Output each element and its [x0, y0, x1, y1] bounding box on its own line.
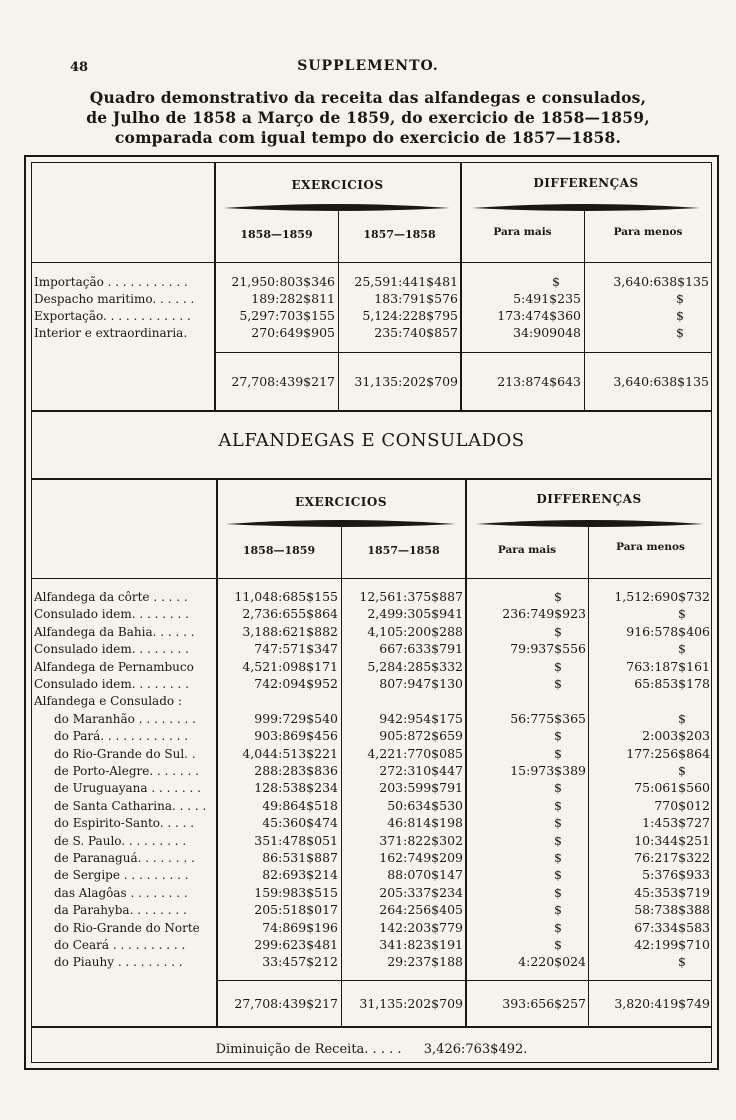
- cell-1858: 45:360$474: [262, 815, 338, 830]
- cell-1858: 903:869$456: [254, 728, 338, 743]
- cell-1858: 82:693$214: [262, 867, 338, 882]
- row-label: Importação . . . . . . . . . . .: [34, 275, 188, 289]
- col-1857-header: 1857—1858: [367, 544, 440, 557]
- title-line-1: Quadro demonstrativo da receita das alfandegas e consulados,: [89, 88, 647, 107]
- cell-mais: 173:474$360: [497, 308, 581, 323]
- row-label: Alfandega da côrte . . . . .: [34, 590, 188, 604]
- cell-1857: 4,105:200$288: [367, 624, 463, 639]
- swash-ornament: [224, 518, 458, 530]
- cell-mais: $: [554, 920, 562, 935]
- cell-mais: $: [554, 780, 562, 795]
- swash-ornament: [470, 202, 702, 214]
- cell-1858: 742:094$952: [254, 676, 338, 691]
- cell-1858: 128:538$234: [254, 780, 338, 795]
- row-label: Exportação. . . . . . . . . . . .: [34, 309, 191, 323]
- row-label: da Parahyba. . . . . . . .: [54, 903, 187, 917]
- cell-1857: 183:791$576: [374, 291, 458, 306]
- rule: [214, 352, 712, 353]
- cell-1857: 50:634$530: [387, 798, 463, 813]
- cell-menos: 76:217$322: [634, 850, 710, 865]
- cell-menos: 763:187$161: [626, 659, 710, 674]
- cell-1857: 942:954$175: [379, 711, 463, 726]
- cell-1857: 25,591:441$481: [354, 274, 458, 289]
- cell-mais: $: [554, 728, 562, 743]
- col-1858-header: 1858—1859: [240, 228, 313, 241]
- cell-1857: 5,124:228$795: [362, 308, 458, 323]
- cell-menos: $: [678, 641, 686, 656]
- rule: [31, 1026, 712, 1028]
- row-label: do Pará. . . . . . . . . . . .: [54, 729, 189, 743]
- cell-1857: 2,499:305$941: [367, 606, 463, 621]
- cell-mais: $: [554, 746, 562, 761]
- cell-mais: $: [554, 885, 562, 900]
- cell-1857: 341:823$191: [379, 937, 463, 952]
- para-menos-header: Para menos: [616, 541, 685, 553]
- cell-1858: 747:571$347: [254, 641, 338, 656]
- cell-1858: 2,736:655$864: [242, 606, 338, 621]
- cell-mais: 15:973$389: [510, 763, 586, 778]
- rule: [31, 578, 712, 579]
- total-mais: 213:874$643: [497, 374, 581, 389]
- cell-1857: 4,221:770$085: [367, 746, 463, 761]
- cell-1857: 905:872$659: [379, 728, 463, 743]
- cell-menos: 10:344$251: [634, 833, 710, 848]
- cell-mais: $: [554, 833, 562, 848]
- row-label: do Rio-Grande do Norte: [54, 921, 200, 935]
- cell-1858: 288:283$836: [254, 763, 338, 778]
- title-line-2: de Julho de 1858 a Março de 1859, do exercicio de 1858—1859,: [86, 108, 650, 127]
- cell-mais: 56:775$365: [510, 711, 586, 726]
- cell-1858: 3,188:621$882: [242, 624, 338, 639]
- cell-menos: $: [676, 325, 684, 340]
- cell-mais: 34:909048: [513, 325, 581, 340]
- cell-mais: 4:220$024: [518, 954, 586, 969]
- page-number: 48: [70, 60, 89, 75]
- footer-label: Diminuição de Receita. . . . .: [215, 1042, 402, 1057]
- cell-menos: $: [678, 711, 686, 726]
- differencas-header: DIFFERENÇAS: [533, 176, 639, 190]
- cell-menos: 58:738$388: [634, 902, 710, 917]
- row-label: Alfandega e Consulado :: [34, 694, 182, 708]
- cell-1858: 74:869$196: [262, 920, 338, 935]
- cell-menos: $: [678, 763, 686, 778]
- swash-ornament: [474, 518, 706, 530]
- cell-1857: 264:256$405: [379, 902, 463, 917]
- rule: [31, 262, 712, 263]
- row-label: do Piauhy . . . . . . . . .: [54, 955, 183, 969]
- differencas-header: DIFFERENÇAS: [536, 492, 642, 506]
- cell-1858: 4,044:513$221: [242, 746, 338, 761]
- cell-menos: $: [676, 291, 684, 306]
- cell-mais: $: [554, 937, 562, 952]
- cell-1858: 4,521:098$171: [242, 659, 338, 674]
- cell-mais: $: [554, 589, 562, 604]
- total-menos: 3,640:638$135: [613, 374, 709, 389]
- cell-1858: 11,048:685$155: [234, 589, 338, 604]
- total-1858: 27,708:439$217: [231, 374, 335, 389]
- rule: [31, 478, 712, 480]
- total-mais: 393:656$257: [502, 996, 586, 1011]
- cell-1857: 272:310$447: [379, 763, 463, 778]
- para-mais-header: Para mais: [497, 544, 557, 556]
- cell-1857: 205:337$234: [379, 885, 463, 900]
- cell-mais: 79:937$556: [510, 641, 586, 656]
- cell-1858: 189:282$811: [251, 291, 335, 306]
- row-label: Despacho maritimo. . . . . .: [34, 292, 195, 306]
- row-label: do Espirito-Santo. . . . .: [54, 816, 195, 830]
- cell-mais: 236:749$923: [502, 606, 586, 621]
- cell-1858: 159:983$515: [254, 885, 338, 900]
- row-label: do Maranhão . . . . . . . .: [54, 712, 196, 726]
- cell-1857: 88:070$147: [387, 867, 463, 882]
- para-menos-header: Para menos: [613, 226, 683, 238]
- row-label: de Paranaguá. . . . . . . .: [54, 851, 195, 865]
- cell-mais: $: [554, 676, 562, 691]
- cell-menos: 1,512:690$732: [614, 589, 710, 604]
- cell-1858: 33:457$212: [262, 954, 338, 969]
- cell-1857: 807:947$130: [379, 676, 463, 691]
- cell-1857: 5,284:285$332: [367, 659, 463, 674]
- row-label: Consulado idem. . . . . . . .: [34, 677, 189, 691]
- cell-mais: $: [552, 274, 560, 289]
- cell-1858: 5,297:703$155: [239, 308, 335, 323]
- cell-menos: $: [676, 308, 684, 323]
- cell-1858: 999:729$540: [254, 711, 338, 726]
- footer-value: 3,426:763$492.: [423, 1042, 528, 1057]
- cell-1857: 667:633$791: [379, 641, 463, 656]
- running-head: SUPPLEMENTO.: [297, 58, 439, 74]
- cell-menos: 177:256$864: [626, 746, 710, 761]
- para-mais-header: Para mais: [493, 226, 552, 238]
- exercicios-header: EXERCICIOS: [294, 495, 388, 509]
- cell-1858: 86:531$887: [262, 850, 338, 865]
- col-1858-header: 1858—1859: [242, 544, 316, 557]
- cell-mais: $: [554, 867, 562, 882]
- cell-menos: 42:199$710: [634, 937, 710, 952]
- cell-1857: 162:749$209: [379, 850, 463, 865]
- cell-menos: $: [678, 954, 686, 969]
- cell-menos: 5:376$933: [642, 867, 710, 882]
- row-label: Consulado idem. . . . . . . .: [34, 607, 189, 621]
- total-1857: 31,135:202$709: [359, 996, 463, 1011]
- cell-menos: 916:578$406: [626, 624, 710, 639]
- cell-mais: $: [554, 850, 562, 865]
- cell-mais: $: [554, 624, 562, 639]
- cell-mais: $: [554, 798, 562, 813]
- cell-1857: 235:740$857: [374, 325, 458, 340]
- cell-1858: 351:478$051: [254, 833, 338, 848]
- cell-1857: 46:814$198: [387, 815, 463, 830]
- cell-menos: 1:453$727: [642, 815, 710, 830]
- cell-mais: 5:491$235: [513, 291, 581, 306]
- cell-1858: 270:649$905: [251, 325, 335, 340]
- cell-menos: $: [678, 606, 686, 621]
- row-label: Alfandega da Bahia. . . . . .: [34, 625, 195, 639]
- footer-summary: [31, 1042, 712, 1057]
- row-label: do Rio-Grande do Sul. .: [54, 747, 196, 761]
- cell-menos: 67:334$583: [634, 920, 710, 935]
- total-menos: 3,820:419$749: [614, 996, 710, 1011]
- cell-mais: $: [554, 815, 562, 830]
- cell-1857: 12,561:375$887: [359, 589, 463, 604]
- col-1857-header: 1857—1858: [363, 228, 436, 241]
- row-label: de Santa Catharina. . . . .: [54, 799, 207, 813]
- cell-1858: 21,950:803$346: [231, 274, 335, 289]
- cell-1858: 205:518$017: [254, 902, 338, 917]
- row-label: das Alagôas . . . . . . . .: [54, 886, 188, 900]
- total-1857: 31,135:202$709: [354, 374, 458, 389]
- row-label: Consulado idem. . . . . . . .: [34, 642, 189, 656]
- section-title: ALFANDEGAS E CONSULADOS: [218, 430, 525, 451]
- row-label: de Porto-Alegre. . . . . . .: [54, 764, 199, 778]
- cell-1857: 29:237$188: [387, 954, 463, 969]
- row-label: do Ceará . . . . . . . . . .: [54, 938, 186, 952]
- swash-ornament: [222, 202, 452, 214]
- table-title: [10, 88, 726, 148]
- cell-mais: $: [554, 902, 562, 917]
- cell-menos: 3,640:638$135: [613, 274, 709, 289]
- cell-menos: 770$012: [654, 798, 710, 813]
- row-label: de Uruguayana . . . . . . .: [54, 781, 201, 795]
- cell-1857: 371:822$302: [379, 833, 463, 848]
- rule: [216, 980, 712, 981]
- cell-1858: 49:864$518: [262, 798, 338, 813]
- title-line-3: comparada com igual tempo do exercicio de 1857—1858.: [114, 128, 622, 147]
- cell-1857: 203:599$791: [379, 780, 463, 795]
- cell-mais: $: [554, 659, 562, 674]
- cell-menos: 75:061$560: [634, 780, 710, 795]
- cell-menos: 2:003$203: [642, 728, 710, 743]
- cell-menos: 65:853$178: [634, 676, 710, 691]
- row-label: de S. Paulo. . . . . . . . .: [54, 834, 187, 848]
- row-label: Interior e extraordinaria.: [34, 326, 188, 340]
- exercicios-header: EXERCICIOS: [291, 178, 384, 192]
- row-label: Alfandega de Pernambuco: [34, 660, 194, 674]
- cell-menos: 45:353$719: [634, 885, 710, 900]
- cell-1858: 299:623$481: [254, 937, 338, 952]
- row-label: de Sergipe . . . . . . . . .: [54, 868, 189, 882]
- cell-1857: 142:203$779: [379, 920, 463, 935]
- rule: [31, 410, 712, 412]
- total-1858: 27,708:439$217: [234, 996, 338, 1011]
